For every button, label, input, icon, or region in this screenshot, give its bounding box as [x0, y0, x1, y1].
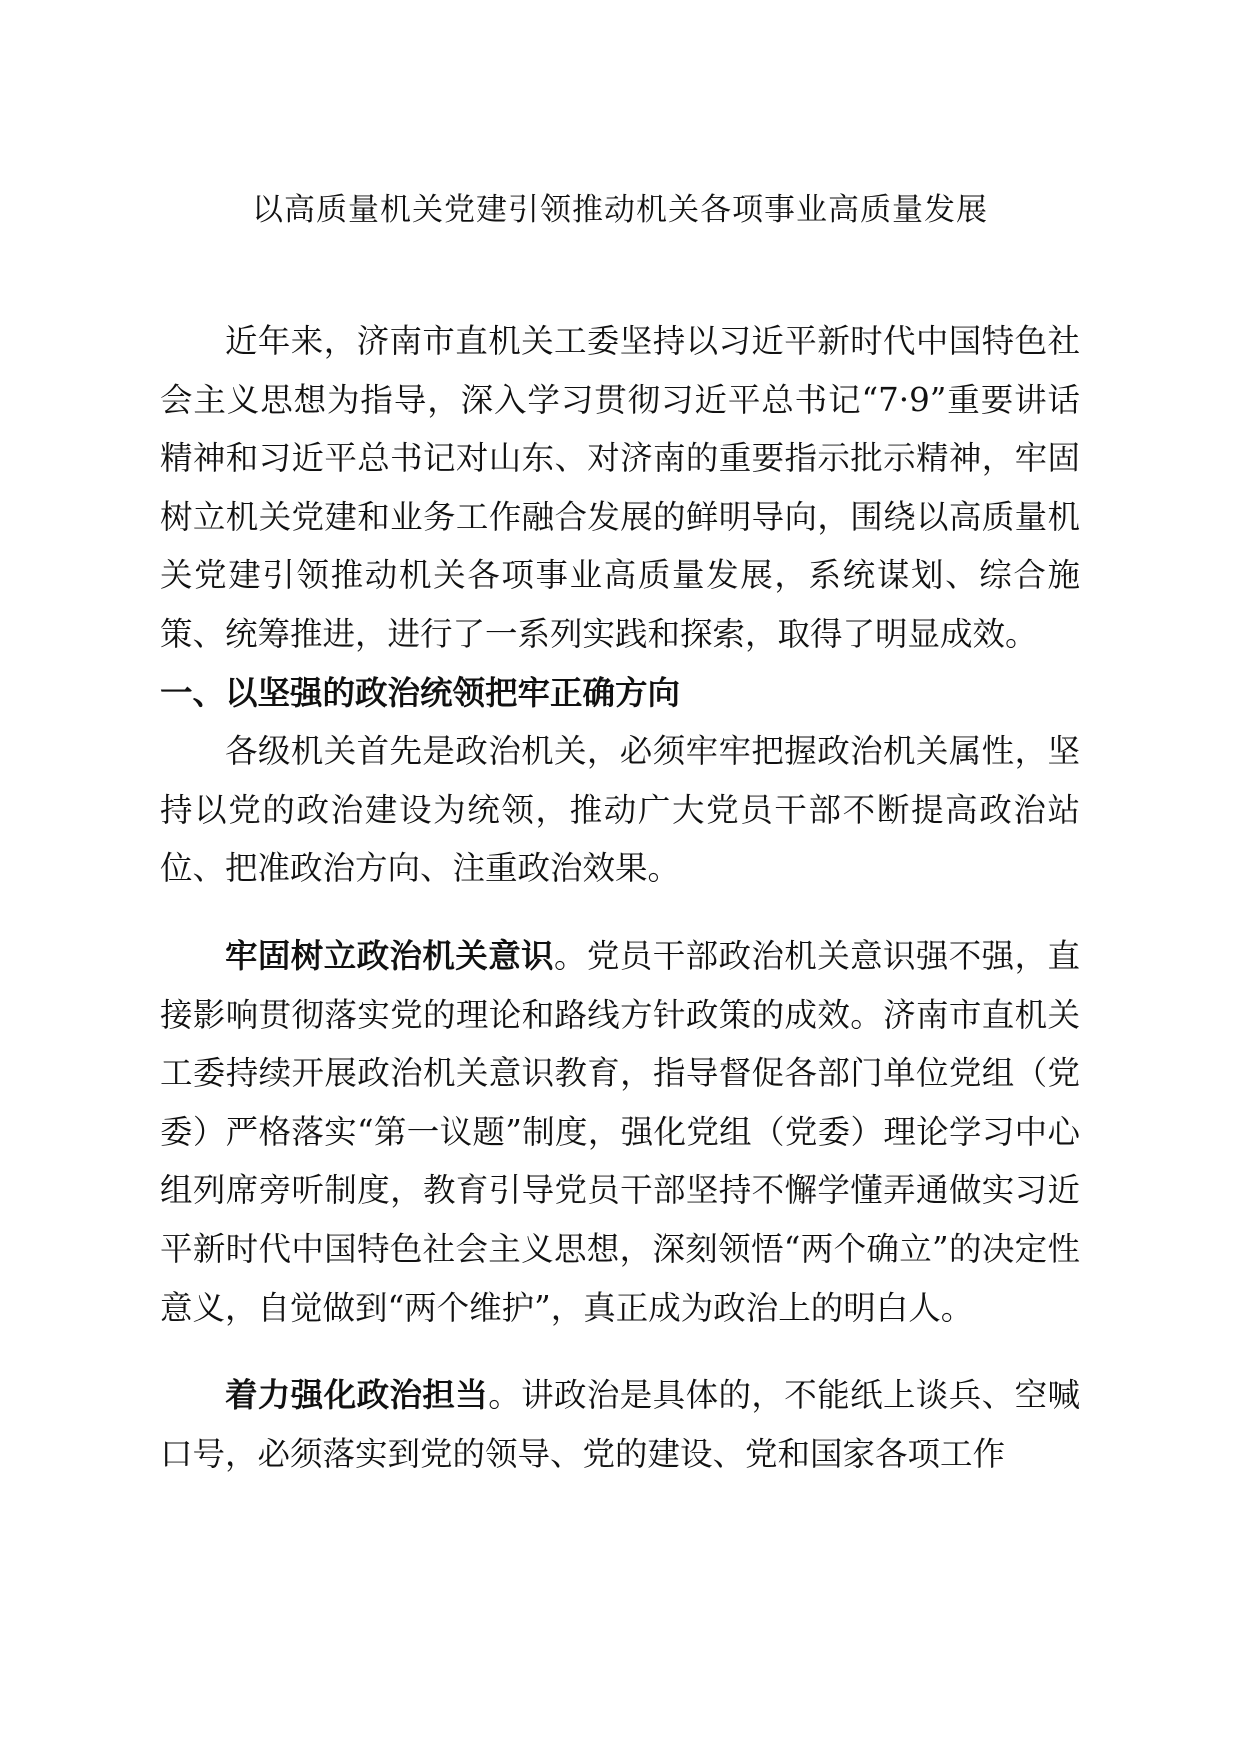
subsection-lead-1: 牢固树立政治机关意识	[225, 936, 554, 975]
subsection-text-2: 。讲政治是具体的，不能纸上谈兵、空喊口号，必须落实到党的领导、党的建设、党和国家各项工作	[160, 1376, 1080, 1473]
paragraph-spacer	[160, 898, 1080, 927]
subsection-paragraph-1	[160, 927, 1080, 1337]
intro-paragraph: 近年来，济南市直机关工委坚持以习近平新时代中国特色社会主义思想为指导，深入学习贯彻习近平总书记“7·9”重要讲话精神和习近平总书记对山东、对济南的重要指示批示精神，牢固树立机关党建和业务工作融合发展的鲜明导向，围绕以高质量机关党建引领推动机关各项事业高质量发展，系统谋划、综合施策、统筹推进，进行了一系列实践和探索，取得了明显成效。	[160, 322, 1080, 653]
section-heading: 一、以坚强的政治统领把牢正确方向	[160, 673, 681, 712]
paragraph-spacer	[160, 1337, 1080, 1366]
section-paragraph: 各级机关首先是政治机关，必须牢牢把握政治机关属性，坚持以党的政治建设为统领，推动广大党员干部不断提高政治站位、把准政治方向、注重政治效果。	[160, 732, 1080, 888]
subsection-lead-2: 着力强化政治担当	[225, 1376, 489, 1415]
document-body	[160, 312, 1080, 1483]
document-title: 以高质量机关党建引领推动机关各项事业高质量发展	[252, 192, 988, 228]
subsection-paragraph-2	[160, 1366, 1080, 1483]
subsection-text-1: 。党员干部政治机关意识强不强，直接影响贯彻落实党的理论和路线方针政策的成效。济南市直机关工委持续开展政治机关意识教育，指导督促各部门单位党组（党委）严格落实“第一议题”制度，强化党组（党委）理论学习中心组列席旁听制度，教育引导党员干部坚持不懈学懂弄通做实习近平新时代中国特色社会主义思想，深刻领悟“两个确立”的决定性意义，自觉做到“两个维护”，真正成为政治上的明白人。	[160, 936, 1080, 1327]
